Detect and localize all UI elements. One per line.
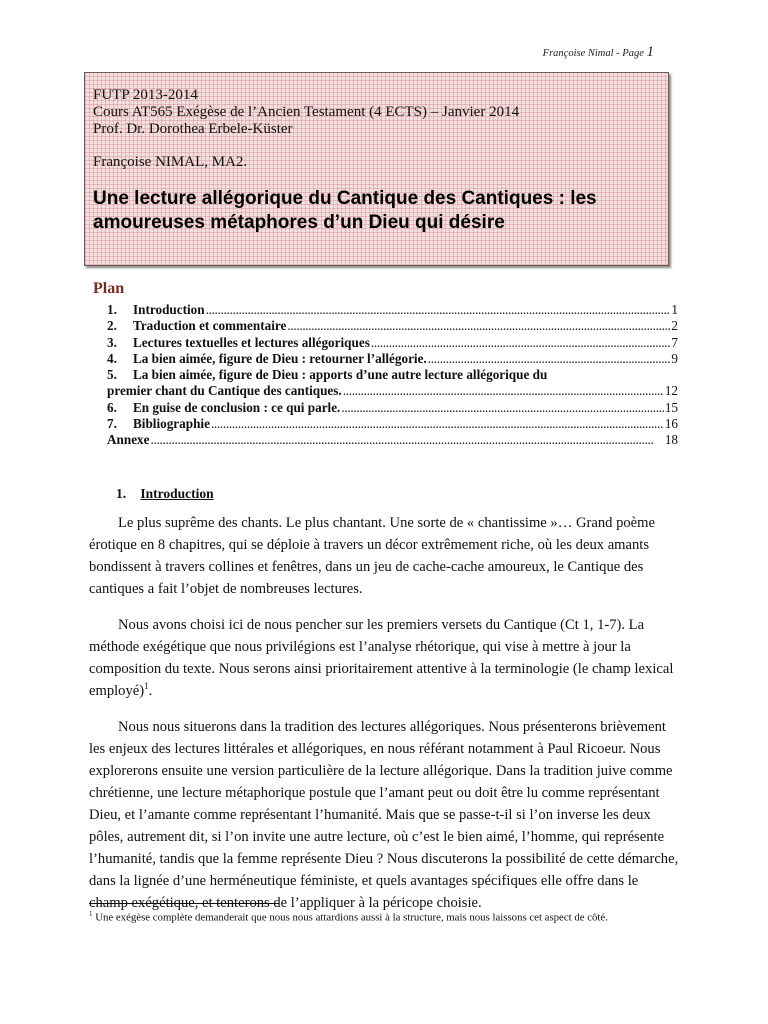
professor: Prof. Dr. Dorothea Erbele-Küster	[93, 121, 293, 137]
toc-entry-wrapped-tail[interactable]	[107, 383, 678, 399]
toc-label: Lectures textuelles et lectures allégoriques	[133, 334, 370, 350]
paragraph-end: .	[148, 683, 153, 699]
toc-number: 3.	[107, 334, 117, 350]
section-heading	[116, 486, 214, 502]
toc-entry[interactable]	[107, 351, 678, 367]
toc-leader	[341, 400, 663, 416]
footnote-text: Une exégèse complète demanderait que nous nous attardions aussi à la structure, mais nous laissons cet aspect de côté.	[95, 911, 608, 924]
toc-page: 1	[671, 302, 678, 317]
toc-label: En guise de conclusion : ce qui parle.	[133, 399, 341, 415]
toc-leader	[206, 302, 671, 318]
paragraph-text: Nous avons choisi ici de nous pencher sur les premiers versets du Cantique (Ct 1, 1-7). La méthode exégétique que nous privilégions est l’analyse rhétorique, qui vise à mettre à jour la composition du texte. Nous serons ainsi prioritairement attentive à la terminologie (le champ lexical employé)	[89, 617, 674, 699]
toc-label: Traduction et commentaire	[133, 318, 287, 334]
course-year: FUTP 2013-2014	[93, 87, 198, 103]
toc-entry[interactable]	[107, 432, 678, 448]
toc-leader	[428, 351, 671, 367]
toc-label-continued: premier chant du Cantique des cantiques.	[107, 383, 342, 399]
title-block	[84, 72, 669, 266]
author: Françoise NIMAL, MA2.	[93, 154, 248, 170]
course-name: Cours AT565 Exégèse de l’Ancien Testament (4 ECTS) – Janvier 2014	[93, 104, 520, 120]
page-number: 1	[646, 44, 654, 60]
toc-entry[interactable]	[107, 318, 678, 334]
toc-number: 6.	[107, 399, 117, 415]
footnote	[89, 907, 679, 925]
paragraph: Nous nous situerons dans la tradition des lectures allégoriques. Nous présenterons brièvement les enjeux des lectures littérales et allégoriques, en nous référant notamment à Paul Ricoeur. Nous explorerons ensuite une version particulière de la lecture allégorique. Dans la tradition juive comme chrétienne, une lecture métaphorique postule que l’amant peut ou doit être lu comme représentant Dieu, et l’amante comme représentant l’humanité. Mais que se passe-t-il si l’on inverse les deux pôles, autrement dit, si l’on invite une autre lecture, où c’est le bien aimé, l’homme, qui représente l’humanité, tandis que la femme représente Dieu ? Nous discuterons la possibilité de cette démarche, dans la lignée d’une herméneutique féministe, et quels avantages spécifiques elle offre dans le champ exégétique, et tenterons de l’appliquer à la péricope choisie.	[89, 719, 679, 911]
toc-label: Bibliographie	[133, 416, 210, 432]
toc-page: 9	[671, 350, 678, 366]
toc-page: 16	[664, 416, 678, 432]
toc-leader	[371, 335, 671, 351]
toc-page: 15	[664, 399, 678, 415]
table-of-contents	[107, 302, 678, 449]
toc-entry[interactable]	[107, 400, 678, 416]
document-title: Une lecture allégorique du Cantique des Cantiques : les amoureuses métaphores d’un Dieu qui désire	[93, 188, 597, 233]
toc-number: 7.	[107, 416, 117, 432]
toc-page: 2	[671, 318, 678, 334]
plan-heading: Plan	[93, 280, 125, 297]
paragraph: Le plus suprême des chants. Le plus chantant. Une sorte de « chantissime »… Grand poème érotique en 8 chapitres, qui se déploie à travers un décor extrêmement riche, où les deux amants bondissent à travers collines et fenêtres, dans un jeu de cache-cache amoureux, le Cantique des cantiques a fait l’objet de nombreuses lectures.	[89, 515, 655, 597]
running-header	[543, 44, 654, 61]
toc-leader	[151, 432, 664, 448]
running-author: Françoise Nimal - Page	[542, 48, 644, 59]
toc-leader	[211, 416, 664, 432]
toc-page: 18	[664, 432, 678, 448]
toc-entry[interactable]	[107, 335, 678, 351]
toc-entry[interactable]	[107, 416, 678, 432]
section-number: 1.	[116, 486, 127, 501]
section-title: Introduction	[140, 486, 214, 501]
toc-number: 4.	[107, 350, 117, 366]
toc-leader	[343, 383, 664, 399]
toc-number: 5.	[107, 367, 117, 383]
toc-label: La bien aimée, figure de Dieu : apports d’une autre lecture allégorique du	[133, 367, 548, 383]
footnote-divider	[89, 903, 279, 904]
footnote-ref[interactable]: 1	[144, 681, 149, 692]
body-text	[89, 512, 679, 928]
toc-label: La bien aimée, figure de Dieu : retourner l’allégorie.	[133, 350, 427, 366]
toc-entry[interactable]	[107, 302, 678, 318]
toc-number: 2.	[107, 318, 117, 334]
toc-entry-wrapped-head[interactable]	[107, 367, 678, 383]
toc-page: 7	[671, 334, 678, 350]
toc-page: 12	[664, 383, 678, 399]
toc-leader	[287, 318, 670, 334]
footnote-marker: 1	[89, 910, 93, 918]
toc-label: Introduction	[133, 302, 205, 317]
paragraph	[89, 614, 679, 702]
toc-label: Annexe	[107, 432, 150, 448]
toc-number: 1.	[107, 302, 117, 317]
